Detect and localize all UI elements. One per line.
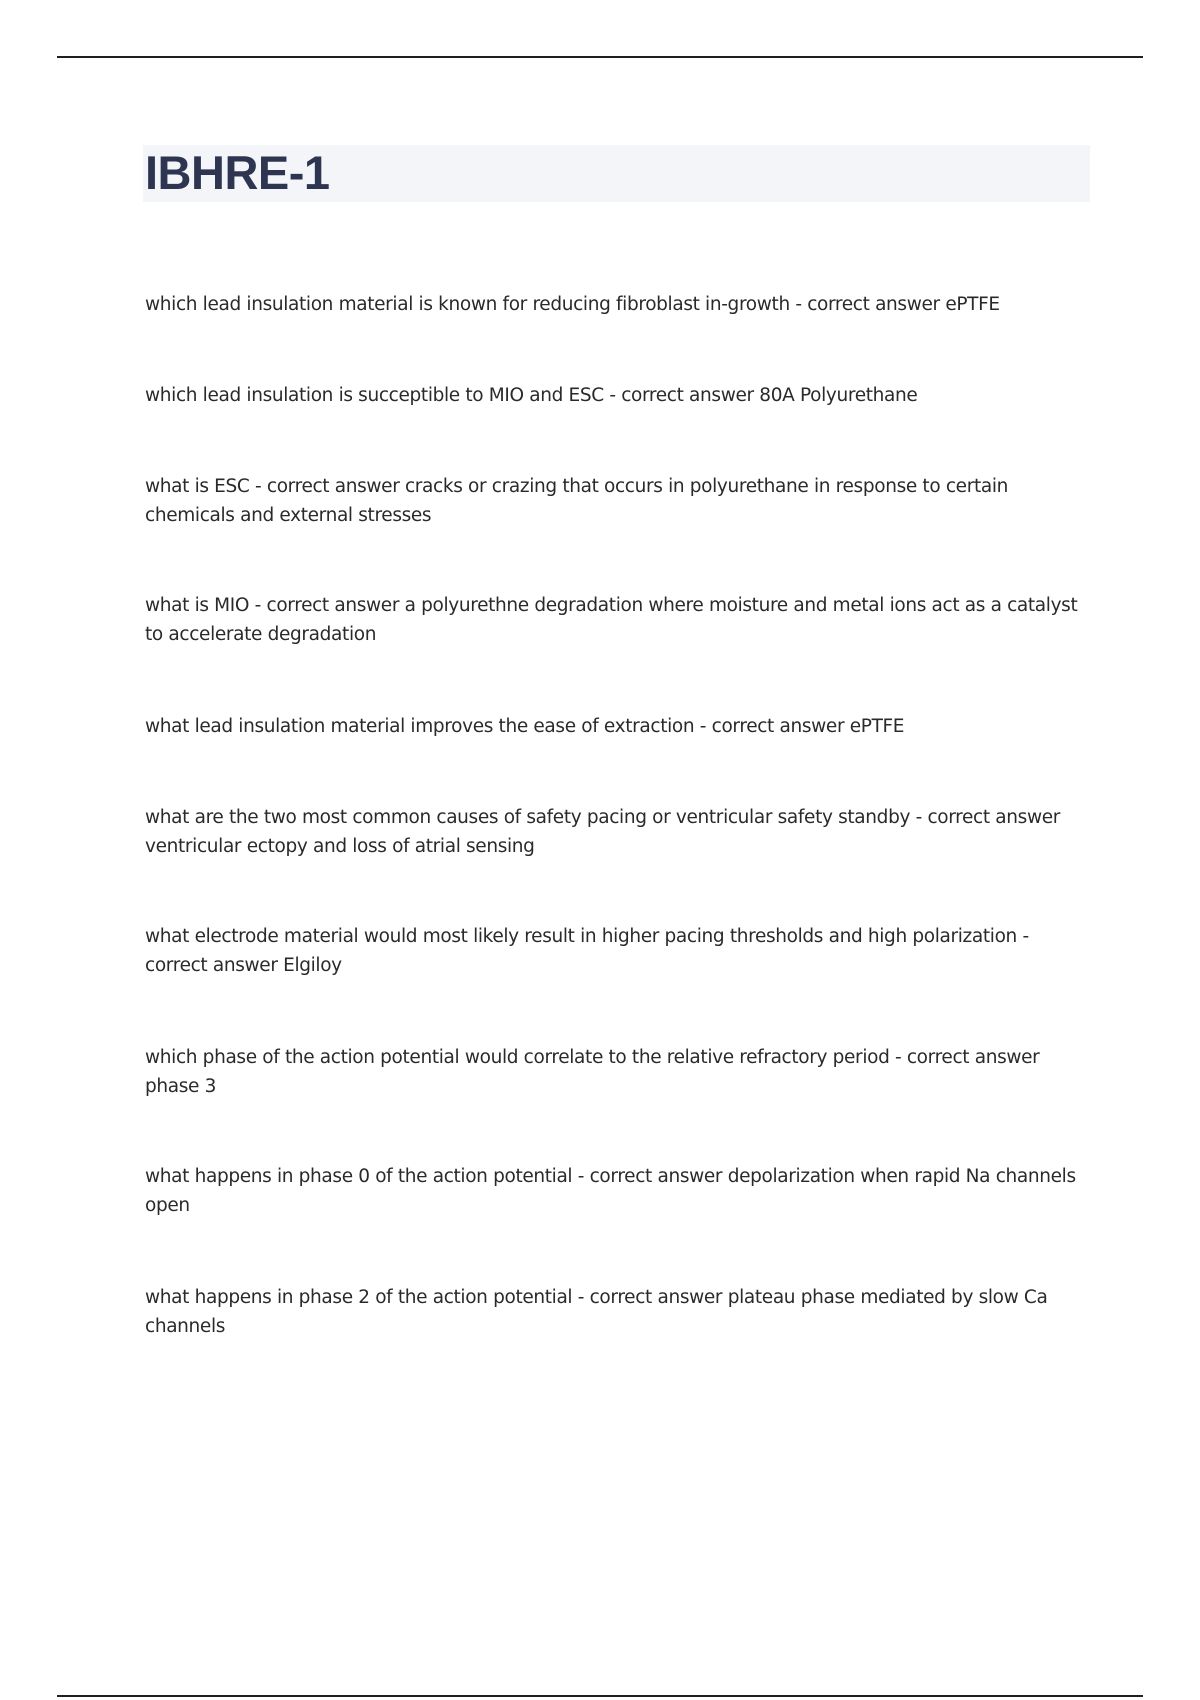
qa-item: what lead insulation material improves the ease of extraction - correct answer ePTFE bbox=[145, 716, 905, 737]
qa-item: what is ESC - correct answer cracks or crazing that occurs in polyurethane in response to certain chemicals and external stresses bbox=[145, 476, 1009, 526]
qa-item: which lead insulation is succeptible to MIO and ESC - correct answer 80A Polyurethane bbox=[145, 385, 918, 406]
qa-item: what happens in phase 2 of the action potential - correct answer plateau phase mediated by slow Ca channels bbox=[145, 1287, 1048, 1337]
qa-item: which lead insulation material is known for reducing fibroblast in-growth - correct answer ePTFE bbox=[145, 294, 1000, 315]
qa-item: what electrode material would most likely result in higher pacing thresholds and high polarization - correct answer Elgiloy bbox=[145, 926, 1029, 976]
qa-item: what happens in phase 0 of the action potential - correct answer depolarization when rapid Na channels open bbox=[145, 1166, 1076, 1216]
qa-item: what are the two most common causes of safety pacing or ventricular safety standby - correct answer ventricular ectopy and loss of atrial sensing bbox=[145, 807, 1061, 857]
qa-item: what is MIO - correct answer a polyurethne degradation where moisture and metal ions act as a catalyst to accelerate degradation bbox=[145, 595, 1078, 645]
top-divider bbox=[57, 56, 1143, 58]
qa-item: which phase of the action potential would correlate to the relative refractory period - correct answer phase 3 bbox=[145, 1047, 1040, 1097]
bottom-divider bbox=[57, 1695, 1143, 1697]
document-title: IBHRE-1 bbox=[145, 146, 330, 199]
